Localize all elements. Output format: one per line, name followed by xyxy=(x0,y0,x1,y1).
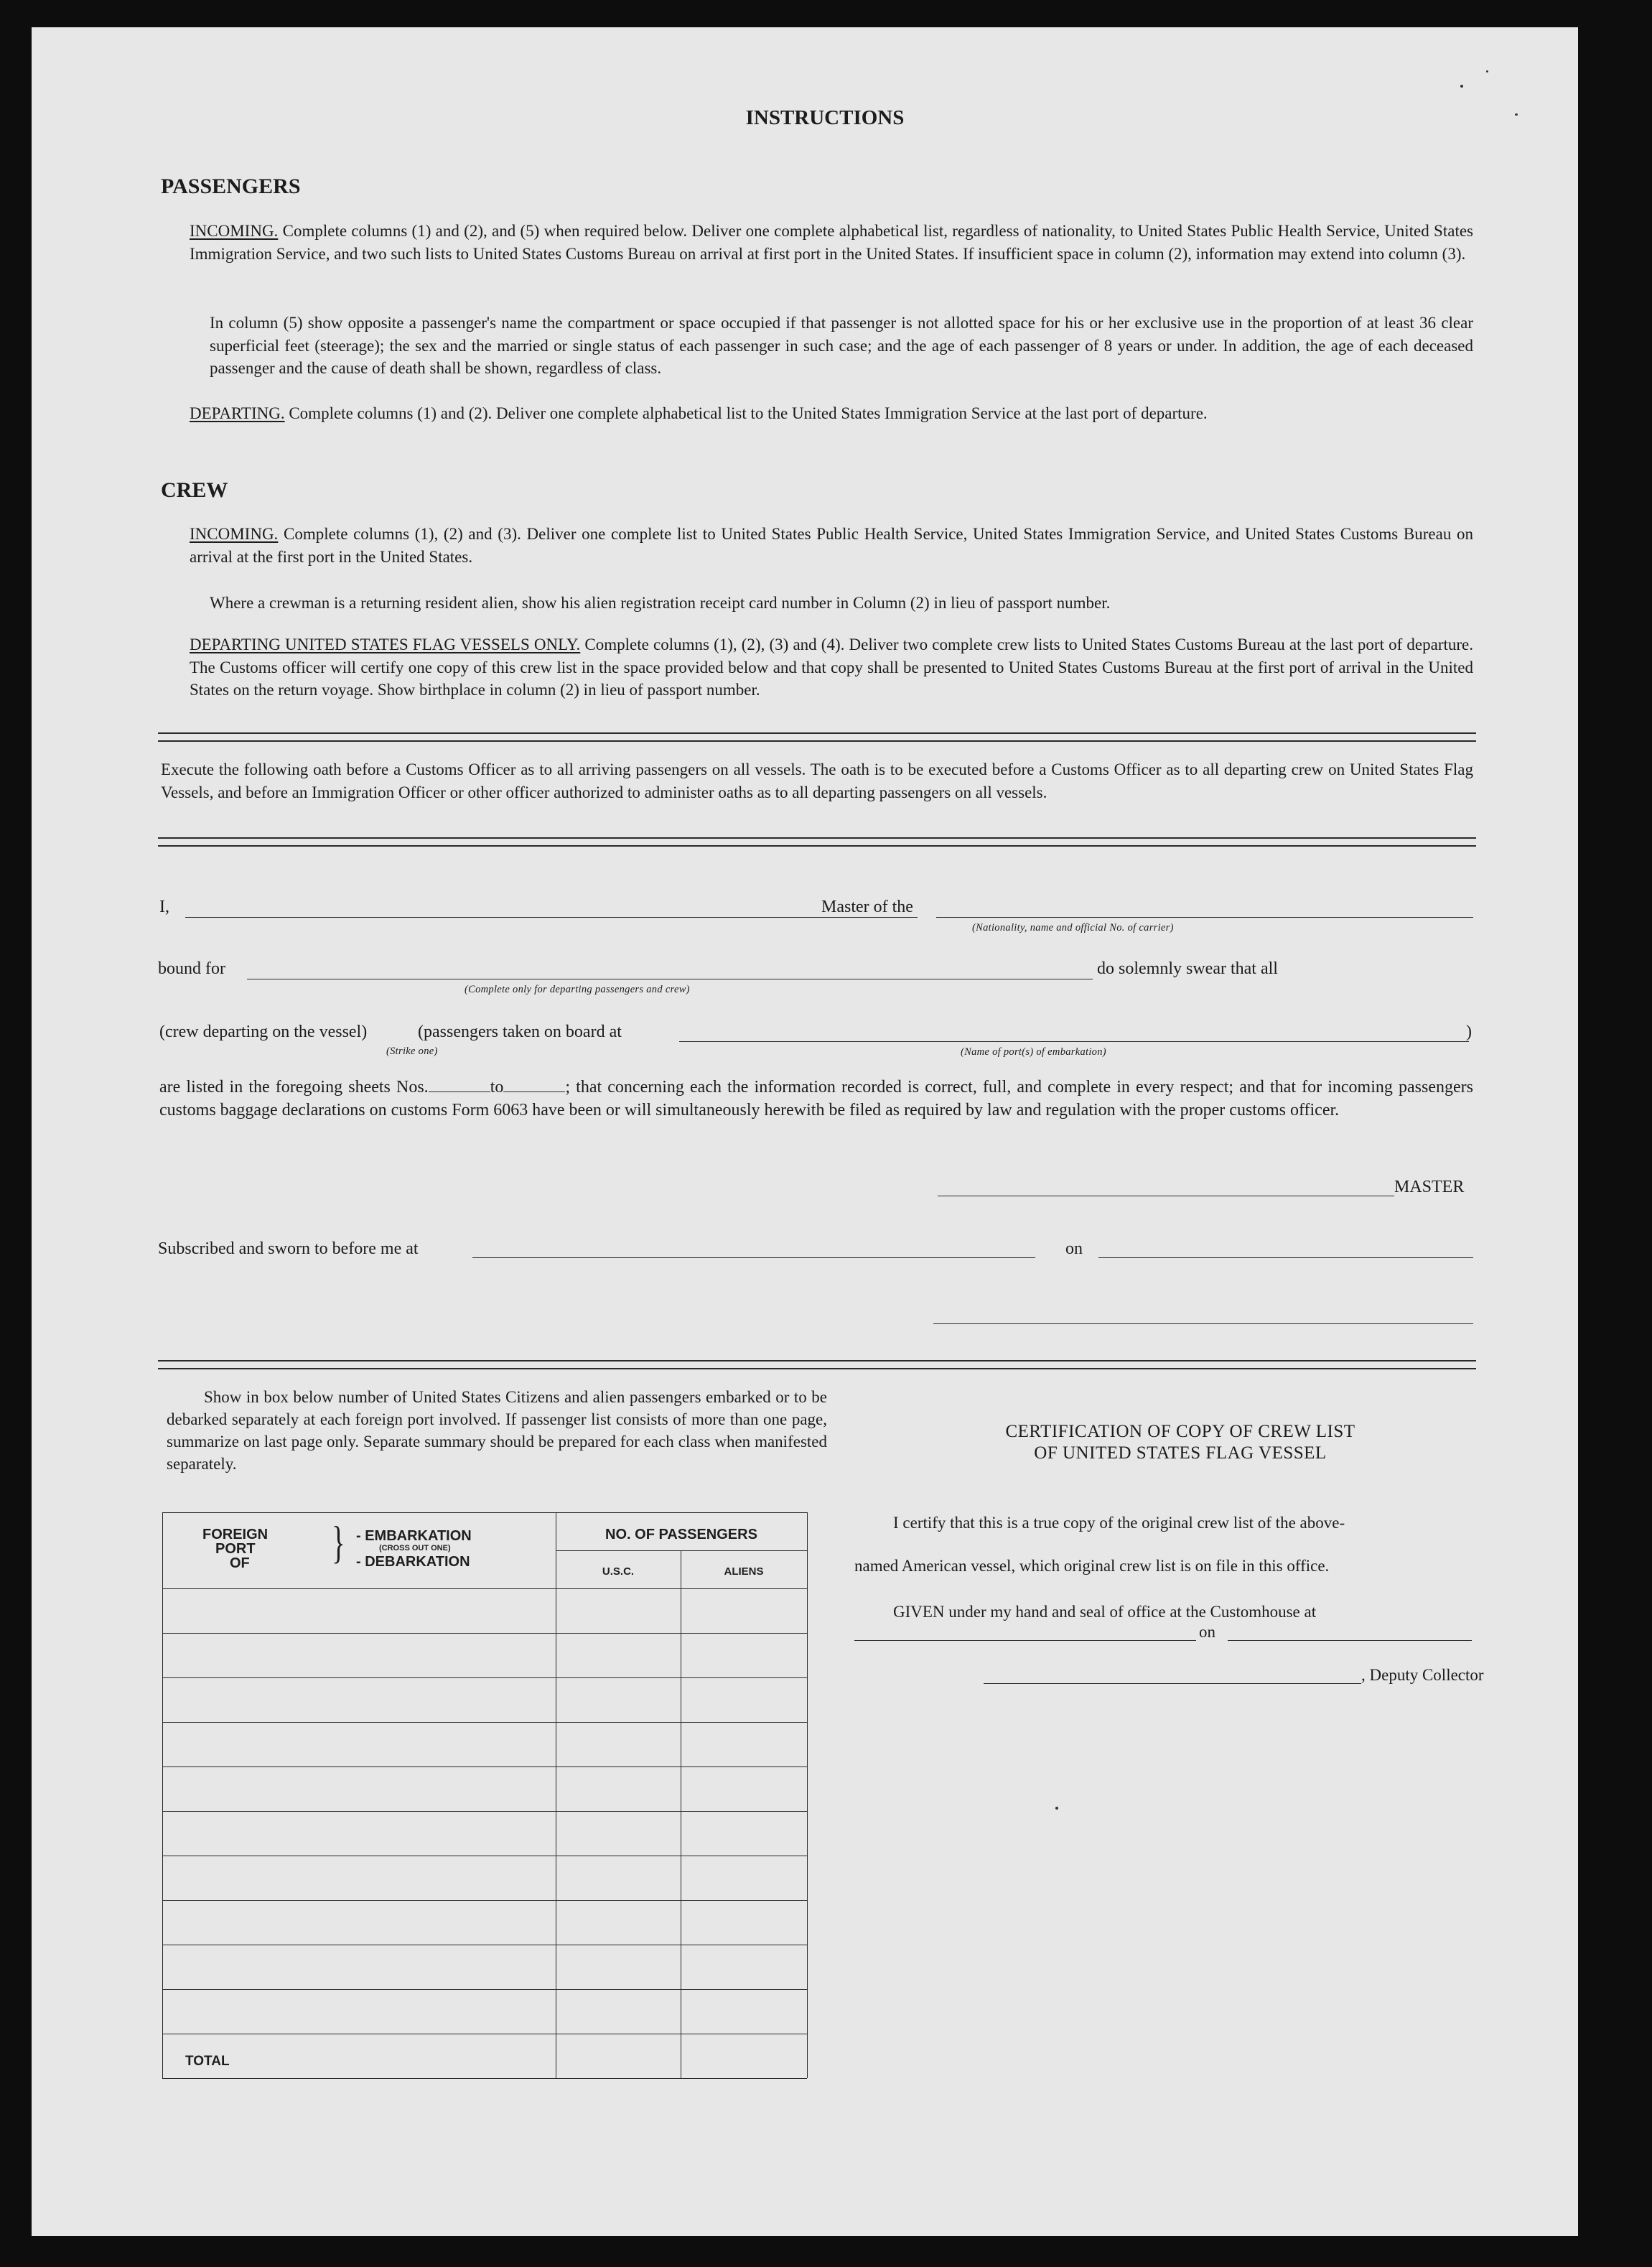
certification-title-1: CERTIFICATION OF COPY OF CREW LIST xyxy=(1005,1422,1355,1441)
no-passengers-header: NO. OF PASSENGERS xyxy=(605,1527,757,1542)
table-row[interactable] xyxy=(164,1856,806,1899)
given-text: GIVEN under my hand and seal of office at the Customhouse at xyxy=(893,1603,1317,1621)
certify-line-2: named American vessel, which original crew list is on file in this office. xyxy=(854,1557,1330,1575)
carrier-field[interactable] xyxy=(936,917,1473,918)
to-label: to xyxy=(490,1078,504,1097)
subscribed-date-field[interactable] xyxy=(1098,1257,1473,1258)
strike-caption: (Strike one) xyxy=(386,1046,438,1057)
table-row[interactable] xyxy=(164,2034,806,2077)
embarkation-port-caption: (Name of port(s) of embarkation) xyxy=(961,1046,1106,1058)
embarkation-option[interactable]: - EMBARKATION xyxy=(356,1528,472,1544)
master-label: MASTER xyxy=(1394,1178,1465,1196)
subscribed-place-field[interactable] xyxy=(472,1257,1035,1258)
officer-signature-field[interactable] xyxy=(933,1323,1473,1324)
brace-icon: } xyxy=(332,1517,345,1568)
subscribed-label: Subscribed and sworn to before me at xyxy=(158,1239,419,1258)
listed-text: ; that concerning each the information recorded is correct, full, and complete in every respect; and that for incoming passengers customs baggage declarations on customs Form 6063 have been or will simultaneously herewith be filed as required by law and regulation with the proper customs officer. xyxy=(159,1078,1473,1119)
aliens-header: ALIENS xyxy=(724,1565,764,1578)
cert-date-field[interactable] xyxy=(1228,1640,1472,1641)
table-row[interactable] xyxy=(164,1634,806,1677)
embarkation-port-field[interactable] xyxy=(679,1041,1469,1042)
sheet-from-field[interactable] xyxy=(429,1077,490,1092)
master-name-field[interactable] xyxy=(185,917,918,918)
usc-header: U.S.C. xyxy=(602,1565,635,1578)
crew-departing-label: DEPARTING UNITED STATES FLAG VESSELS ONLY. xyxy=(190,636,581,653)
crew-incoming-text: Complete columns (1), (2) and (3). Deliver one complete list to United States Public Health Service, United States Immigration Service, and United States Customs Bureau on arrival at the first port in the United States. xyxy=(190,525,1473,566)
table-row[interactable] xyxy=(164,1767,806,1810)
table-row[interactable] xyxy=(164,1589,806,1632)
document-page xyxy=(32,27,1578,2236)
close-paren: ) xyxy=(1466,1023,1472,1041)
sheet-to-field[interactable] xyxy=(503,1077,565,1092)
crew-heading: CREW xyxy=(161,478,228,502)
debarkation-option[interactable]: - DEBARKATION xyxy=(356,1554,470,1570)
scan-speck xyxy=(1460,85,1463,88)
passengers-departing-paragraph xyxy=(190,402,1473,425)
carrier-caption: (Nationality, name and official No. of carrier) xyxy=(972,922,1174,934)
table-row[interactable] xyxy=(164,1812,806,1855)
scan-speck xyxy=(1515,113,1518,116)
listed-paragraph xyxy=(159,1076,1473,1122)
crew-departing-text: Complete columns (1), (2), (3) and (4). Deliver two complete crew lists to United States Customs Bureau at the last port of departure. The Customs officer will certify one copy of this crew list in the space provided below and that copy shall be presented to United States Customs Bureau at the first port of arrival in the United States on the return voyage. Show birthplace in column (2) in lieu of passport number. xyxy=(190,636,1474,699)
scan-speck xyxy=(1055,1807,1058,1810)
summary-instructions: Show in box below number of United States Citizens and alien passengers embarked or to be debarked separately at each foreign port involved. If passenger list consists of more than one page, summarize on last page only. Separate summary should be prepared for each class when manifested separately. xyxy=(167,1388,827,1473)
crew-departing-option[interactable]: (crew departing on the vessel) xyxy=(159,1023,368,1041)
scan-speck xyxy=(1486,70,1488,73)
destination-caption: (Complete only for departing passengers and crew) xyxy=(465,984,690,995)
certification-title-2: OF UNITED STATES FLAG VESSEL xyxy=(1034,1443,1327,1463)
customhouse-field[interactable] xyxy=(854,1640,1196,1641)
passengers-departing-label: DEPARTING. xyxy=(190,404,285,422)
passengers-incoming-paragraph xyxy=(190,220,1473,265)
page-title: INSTRUCTIONS xyxy=(745,106,905,129)
crew-alien-paragraph: Where a crewman is a returning resident alien, show his alien registration receipt card number in Column (2) in lieu of passport number. xyxy=(210,594,1111,612)
deputy-signature-field[interactable] xyxy=(984,1683,1361,1684)
passengers-incoming-text: Complete columns (1) and (2), and (5) when required below. Deliver one complete alphabetical list, regardless of nationality, to United States Public Health Service, United States Immigration Service, and two such lists to United States Customs Bureau on arrival at first port in the United States. If insufficient space in column (2), information may extend into column (3). xyxy=(190,222,1473,263)
oath-intro-paragraph: Execute the following oath before a Customs Officer as to all arriving passengers on all vessels. The oath is to be executed before a Customs Officer as to all departing crew on United States Flag Vessels, and before an Immigration Officer or other officer authorized to administer oaths as to all departing passengers on all vessels. xyxy=(161,760,1473,801)
header-of: OF xyxy=(230,1555,250,1571)
section-divider xyxy=(158,837,1476,847)
cert-on-label: on xyxy=(1199,1623,1215,1641)
cross-out-note: (CROSS OUT ONE) xyxy=(379,1544,451,1553)
table-row[interactable] xyxy=(164,1723,806,1766)
crew-incoming-label: INCOMING. xyxy=(190,525,279,543)
header-port: PORT xyxy=(215,1541,256,1557)
passengers-column5-paragraph: In column (5) show opposite a passenger's name the compartment or space occupied if that passenger is not allotted space for his or her exclusive use in the proportion of at least 36 clear superficial feet (steerage); the sex and the married or single status of each passenger in such case; and the age of each passenger of 8 years or under. In addition, the age of each deceased passenger and the cause of death shall be shown, regardless of class. xyxy=(210,314,1473,377)
table-row[interactable] xyxy=(164,1678,806,1721)
passengers-taken-option[interactable]: (passengers taken on board at xyxy=(418,1023,622,1041)
listed-prefix: are listed in the foregoing sheets Nos. xyxy=(159,1078,429,1097)
crew-departing-paragraph xyxy=(190,633,1473,702)
table-row[interactable] xyxy=(164,1990,806,2033)
passengers-incoming-label: INCOMING. xyxy=(190,222,279,240)
master-of-label: Master of the xyxy=(821,898,913,916)
table-row[interactable] xyxy=(164,1945,806,1988)
section-divider xyxy=(158,1360,1476,1369)
subscribed-on-label: on xyxy=(1065,1239,1083,1258)
deputy-collector-label: , Deputy Collector xyxy=(1361,1666,1484,1684)
table-row[interactable] xyxy=(164,1901,806,1944)
total-row-label: TOTAL xyxy=(185,2054,230,2069)
passengers-departing-text: Complete columns (1) and (2). Deliver one complete alphabetical list to the United States Immigration Service at the last port of departure. xyxy=(289,404,1208,422)
header-foreign: FOREIGN xyxy=(202,1527,269,1542)
oath-i-label: I, xyxy=(159,898,169,916)
bound-for-label: bound for xyxy=(158,959,225,978)
certify-line-1: I certify that this is a true copy of the original crew list of the above- xyxy=(893,1514,1345,1532)
passengers-heading: PASSENGERS xyxy=(161,174,301,198)
swear-label: do solemnly swear that all xyxy=(1097,959,1278,978)
section-divider xyxy=(158,732,1476,742)
crew-incoming-paragraph xyxy=(190,523,1473,568)
